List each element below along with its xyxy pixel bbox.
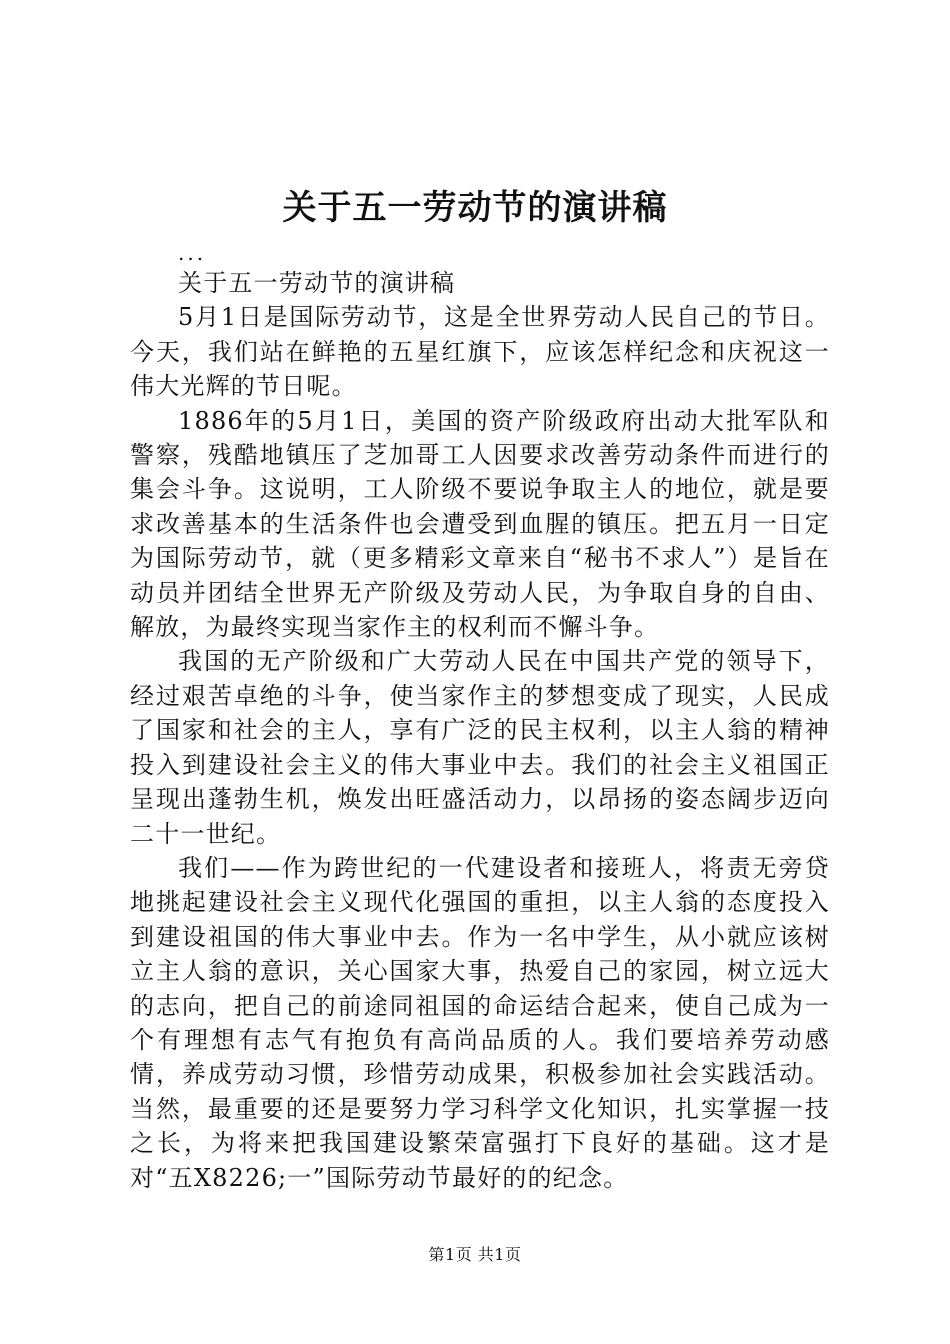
- document-body: [130, 240, 830, 1195]
- page-title: 关于五一劳动节的演讲稿: [282, 188, 668, 228]
- document-subtitle: 关于五一劳动节的演讲稿: [178, 269, 456, 297]
- ellipsis-marker: ...: [178, 241, 207, 265]
- page-footer: 第1页 共1页: [428, 1245, 522, 1264]
- paragraph-1: 5月1日是国际劳动节，这是全世界劳动人民自己的节日。今天，我们站在鲜艳的五星红旗下，应该怎样纪念和庆祝这一伟大光辉的节日呢。: [130, 303, 830, 401]
- paragraph-2: 1886年的5月1日，美国的资产阶级政府出动大批军队和警察，残酷地镇压了芝加哥工人因要求改善劳动条件而进行的集会斗争。这说明，工人阶级不要说争取主人的地位，就是要求改善基本的生活条件也会遭受到血腥的镇压。把五月一日定为国际劳动节，就（更多精彩文章来自“秘书不求人”）是旨在动员并团结全世界无产阶级及劳动人民，为争取自身的自由、解放，为最终实现当家作主的权利而不懈斗争。: [130, 406, 830, 642]
- paragraph-4: 我们——作为跨世纪的一代建设者和接班人，将责无旁贷地挑起建设社会主义现代化强国的重担，以主人翁的态度投入到建设祖国的伟大事业中去。作为一名中学生，从小就应该树立主人翁的意识，关心国家大事，热爱自己的家园，树立远大的志向，把自己的前途同祖国的命运结合起来，使自己成为一个有理想有志气有抱负有高尚品质的人。我们要培养劳动感情，养成劳动习惯，珍惜劳动成果，积极参加社会实践活动。当然，最重要的还是要努力学习科学文化知识，扎实掌握一技之长，为将来把我国建设繁荣富强打下良好的基础。这才是对“五X8226;一”国际劳动节最好的的纪念。: [130, 853, 830, 1192]
- paragraph-3: 我国的无产阶级和广大劳动人民在中国共产党的领导下，经过艰苦卓绝的斗争，使当家作主的梦想变成了现实，人民成了国家和社会的主人，享有广泛的民主权利，以主人翁的精神投入到建设社会主义的伟大事业中去。我们的社会主义祖国正呈现出蓬勃生机，焕发出旺盛活动力，以昂扬的姿态阔步迈向二十一世纪。: [130, 647, 830, 848]
